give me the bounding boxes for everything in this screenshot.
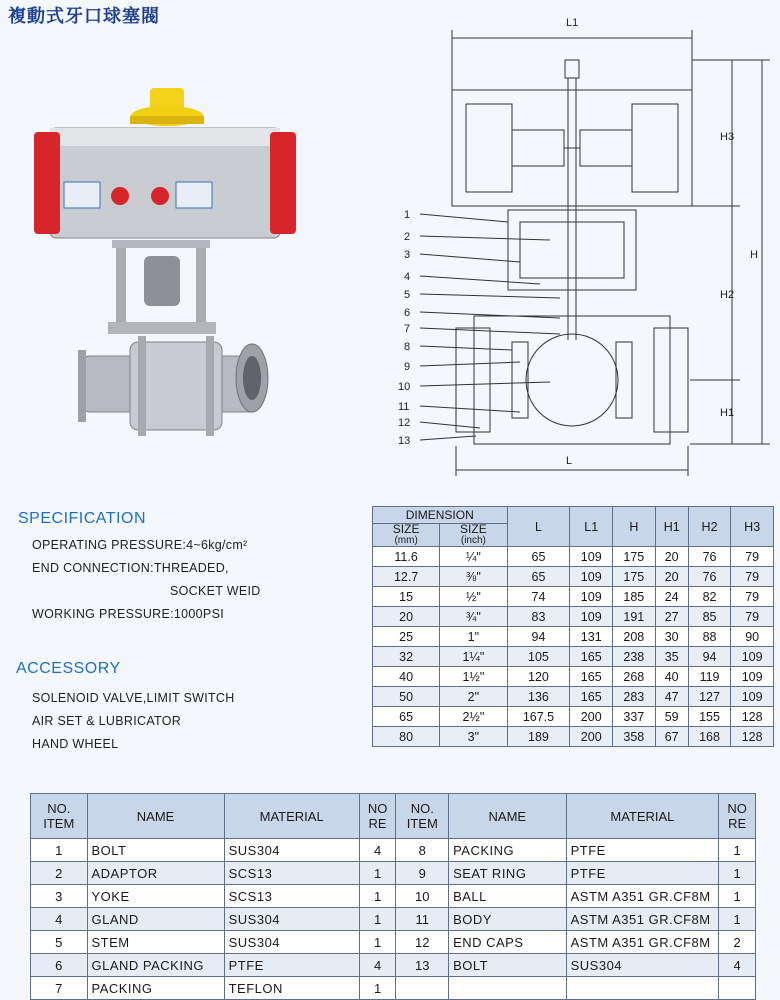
dimension-cell: 238: [613, 647, 656, 667]
parts-cell: 1: [359, 931, 396, 954]
parts-cell: 6: [31, 954, 88, 977]
col-header-h2: H2: [688, 507, 731, 547]
dimension-cell: 200: [570, 707, 613, 727]
parts-cell: 1: [719, 862, 756, 885]
dimension-cell: 168: [688, 727, 731, 747]
parts-cell: SCS13: [224, 885, 359, 908]
parts-cell: BOLT: [87, 839, 224, 862]
spec-socket-weid: SOCKET WEID: [170, 584, 261, 598]
callout-5: 5: [404, 289, 411, 301]
accessory-heading: ACCESSORY: [16, 660, 121, 677]
dimension-cell: 65: [373, 707, 440, 727]
parts-cell: PACKING: [87, 977, 224, 1000]
dimension-cell: 40: [373, 667, 440, 687]
callout-2: 2: [404, 231, 411, 243]
parts-cell: SCS13: [224, 862, 359, 885]
parts-cell: 1: [719, 908, 756, 931]
spec-end-connection: END CONNECTION:THREADED,: [32, 561, 229, 575]
dimension-cell: 20: [373, 607, 440, 627]
dimension-cell: 109: [570, 607, 613, 627]
dimension-cell: 94: [688, 647, 731, 667]
dimension-row: [373, 607, 774, 627]
dimension-cell: 165: [570, 687, 613, 707]
dimension-cell: 136: [507, 687, 570, 707]
dimension-cell: 79: [731, 567, 774, 587]
parts-row: [31, 885, 756, 908]
dimension-cell: ⅜": [440, 567, 507, 587]
parts-row: [31, 977, 756, 1000]
parts-cell: PTFE: [566, 862, 719, 885]
dimension-row: [373, 667, 774, 687]
parts-cell: 5: [31, 931, 88, 954]
dimension-cell: 109: [570, 567, 613, 587]
dimension-cell: 175: [613, 547, 656, 567]
dimension-cell: 200: [570, 727, 613, 747]
col-header-h: H: [613, 507, 656, 547]
dimension-row: [373, 567, 774, 587]
dimension-cell: 94: [507, 627, 570, 647]
col-header-material: MATERIAL: [224, 794, 359, 839]
dimension-cell: 109: [731, 687, 774, 707]
dimension-cell: 20: [655, 547, 688, 567]
dimension-cell: 20: [655, 567, 688, 587]
parts-row: [31, 954, 756, 977]
dimension-header: DIMENSION: [373, 507, 508, 524]
dimension-cell: 65: [507, 567, 570, 587]
dim-label-l1: L1: [566, 17, 579, 29]
callout-8: 8: [404, 341, 411, 353]
parts-cell: 12: [396, 931, 449, 954]
dimension-row: [373, 727, 774, 747]
dimension-row: [373, 587, 774, 607]
parts-cell: BOLT: [449, 954, 567, 977]
parts-cell: SUS304: [224, 839, 359, 862]
parts-cell: 11: [396, 908, 449, 931]
parts-cell: 1: [719, 885, 756, 908]
parts-cell: BALL: [449, 885, 567, 908]
callout-3: 3: [404, 249, 411, 261]
dimension-cell: 76: [688, 547, 731, 567]
dimension-cell: 24: [655, 587, 688, 607]
parts-cell: 8: [396, 839, 449, 862]
callout-11: 11: [398, 401, 410, 413]
parts-cell: END CAPS: [449, 931, 567, 954]
accessory-solenoid: SOLENOID VALVE,LIMIT SWITCH: [32, 691, 235, 705]
dimension-cell: ½": [440, 587, 507, 607]
dimension-cell: 167.5: [507, 707, 570, 727]
accessory-hand-wheel: HAND WHEEL: [32, 737, 119, 751]
dimension-cell: 128: [731, 727, 774, 747]
dimension-cell: 337: [613, 707, 656, 727]
dimension-cell: 90: [731, 627, 774, 647]
col-header-size-inch: SIZE (inch): [440, 524, 507, 547]
parts-cell: [566, 977, 719, 1000]
dimension-cell: 32: [373, 647, 440, 667]
parts-table: [30, 793, 756, 1000]
valve-cross-section-drawing: [380, 0, 780, 480]
parts-cell: 4: [31, 908, 88, 931]
dimension-cell: 1½": [440, 667, 507, 687]
dim-label-h1: H1: [720, 407, 735, 419]
dimension-cell: ¼": [440, 547, 507, 567]
dimension-cell: 131: [570, 627, 613, 647]
parts-cell: 4: [359, 954, 396, 977]
dimension-cell: 165: [570, 647, 613, 667]
col-header-size-mm: SIZE (mm): [373, 524, 440, 547]
parts-row: [31, 862, 756, 885]
col-header-h1: H1: [655, 507, 688, 547]
dimension-cell: 88: [688, 627, 731, 647]
dimension-cell: 3": [440, 727, 507, 747]
dimension-cell: ¾": [440, 607, 507, 627]
dimension-cell: 208: [613, 627, 656, 647]
parts-cell: BODY: [449, 908, 567, 931]
callout-4: 4: [404, 271, 411, 283]
dimension-cell: 67: [655, 727, 688, 747]
col-header-no-re: NO RE: [359, 794, 396, 839]
dimension-cell: 109: [731, 667, 774, 687]
dimension-cell: 120: [507, 667, 570, 687]
dimension-cell: 65: [507, 547, 570, 567]
parts-cell: 1: [359, 885, 396, 908]
parts-cell: [396, 977, 449, 1000]
col-header-no-re-2: NO RE: [719, 794, 756, 839]
parts-cell: 2: [31, 862, 88, 885]
spec-working-pressure: WORKING PRESSURE:1000PSI: [32, 607, 224, 621]
callout-6: 6: [404, 307, 411, 319]
dimension-row: [373, 687, 774, 707]
parts-cell: 7: [31, 977, 88, 1000]
dim-label-h2: H2: [720, 289, 735, 301]
spec-operating-pressure: OPERATING PRESSURE:4~6kg/cm²: [32, 538, 248, 552]
callout-9: 9: [404, 361, 411, 373]
parts-cell: ASTM A351 GR.CF8M: [566, 885, 719, 908]
dimension-cell: 79: [731, 607, 774, 627]
dimension-cell: 1¼": [440, 647, 507, 667]
col-header-l1: L1: [570, 507, 613, 547]
col-header-name-2: NAME: [449, 794, 567, 839]
dimension-cell: 79: [731, 547, 774, 567]
dimension-cell: 358: [613, 727, 656, 747]
parts-cell: ASTM A351 GR.CF8M: [566, 908, 719, 931]
dimension-cell: 11.6: [373, 547, 440, 567]
parts-cell: GLAND PACKING: [87, 954, 224, 977]
parts-cell: STEM: [87, 931, 224, 954]
callout-1: 1: [404, 209, 411, 221]
parts-cell: [449, 977, 567, 1000]
parts-cell: PACKING: [449, 839, 567, 862]
dimension-cell: 76: [688, 567, 731, 587]
col-header-no-item: NO. ITEM: [31, 794, 88, 839]
dimension-cell: 283: [613, 687, 656, 707]
dimension-cell: 35: [655, 647, 688, 667]
parts-cell: ADAPTOR: [87, 862, 224, 885]
dimension-cell: 119: [688, 667, 731, 687]
dimension-table: [372, 506, 774, 747]
dimension-cell: 109: [731, 647, 774, 667]
col-header-l: L: [507, 507, 570, 547]
dimension-cell: 105: [507, 647, 570, 667]
callout-12: 12: [398, 417, 411, 429]
dimension-cell: 15: [373, 587, 440, 607]
parts-cell: [719, 977, 756, 1000]
parts-cell: 4: [719, 954, 756, 977]
parts-cell: PTFE: [224, 954, 359, 977]
col-header-name: NAME: [87, 794, 224, 839]
dim-label-h: H: [750, 249, 758, 261]
dimension-cell: 50: [373, 687, 440, 707]
specification-heading: SPECIFICATION: [18, 510, 146, 527]
dimension-cell: 189: [507, 727, 570, 747]
parts-cell: 1: [31, 839, 88, 862]
parts-cell: SUS304: [566, 954, 719, 977]
dimension-row: [373, 647, 774, 667]
dimension-cell: 109: [570, 587, 613, 607]
col-header-h3: H3: [731, 507, 774, 547]
dimension-cell: 127: [688, 687, 731, 707]
parts-cell: 10: [396, 885, 449, 908]
dimension-cell: 85: [688, 607, 731, 627]
dimension-cell: 40: [655, 667, 688, 687]
dimension-cell: 165: [570, 667, 613, 687]
dimension-row: [373, 707, 774, 727]
parts-cell: YOKE: [87, 885, 224, 908]
callout-13: 13: [398, 435, 411, 447]
dimension-cell: 2½": [440, 707, 507, 727]
parts-cell: SEAT RING: [449, 862, 567, 885]
dimension-cell: 25: [373, 627, 440, 647]
dimension-cell: 109: [570, 547, 613, 567]
parts-cell: SUS304: [224, 931, 359, 954]
dimension-cell: 268: [613, 667, 656, 687]
dimension-cell: 80: [373, 727, 440, 747]
parts-cell: 1: [359, 977, 396, 1000]
parts-cell: 13: [396, 954, 449, 977]
dimension-cell: 1": [440, 627, 507, 647]
parts-cell: 1: [359, 908, 396, 931]
callout-7: 7: [404, 323, 411, 335]
col-header-no-item-2: NO. ITEM: [396, 794, 449, 839]
col-header-material-2: MATERIAL: [566, 794, 719, 839]
parts-row: [31, 839, 756, 862]
dimension-cell: 47: [655, 687, 688, 707]
parts-cell: 1: [359, 862, 396, 885]
parts-cell: 9: [396, 862, 449, 885]
dimension-cell: 128: [731, 707, 774, 727]
parts-cell: 4: [359, 839, 396, 862]
parts-cell: SUS304: [224, 908, 359, 931]
dim-label-h3: H3: [720, 131, 735, 143]
accessory-air-set: AIR SET & LUBRICATOR: [32, 714, 182, 728]
parts-cell: 3: [31, 885, 88, 908]
callout-10: 10: [398, 381, 411, 393]
parts-cell: PTFE: [566, 839, 719, 862]
dimension-cell: 79: [731, 587, 774, 607]
dim-label-l: L: [566, 455, 573, 467]
parts-row: [31, 931, 756, 954]
parts-cell: 2: [719, 931, 756, 954]
dimension-cell: 12.7: [373, 567, 440, 587]
parts-row: [31, 908, 756, 931]
valve-photo: [20, 60, 340, 480]
parts-cell: ASTM A351 GR.CF8M: [566, 931, 719, 954]
parts-cell: TEFLON: [224, 977, 359, 1000]
dimension-cell: 191: [613, 607, 656, 627]
dimension-cell: 27: [655, 607, 688, 627]
dimension-row: [373, 547, 774, 567]
parts-cell: GLAND: [87, 908, 224, 931]
dimension-cell: 155: [688, 707, 731, 727]
page-title: 複動式牙口球塞閥: [8, 6, 160, 27]
dimension-row: [373, 627, 774, 647]
dimension-cell: 74: [507, 587, 570, 607]
dimension-cell: 59: [655, 707, 688, 727]
dimension-cell: 83: [507, 607, 570, 627]
dimension-cell: 2": [440, 687, 507, 707]
dimension-cell: 175: [613, 567, 656, 587]
parts-cell: 1: [719, 839, 756, 862]
dimension-cell: 30: [655, 627, 688, 647]
dimension-cell: 185: [613, 587, 656, 607]
dimension-cell: 82: [688, 587, 731, 607]
